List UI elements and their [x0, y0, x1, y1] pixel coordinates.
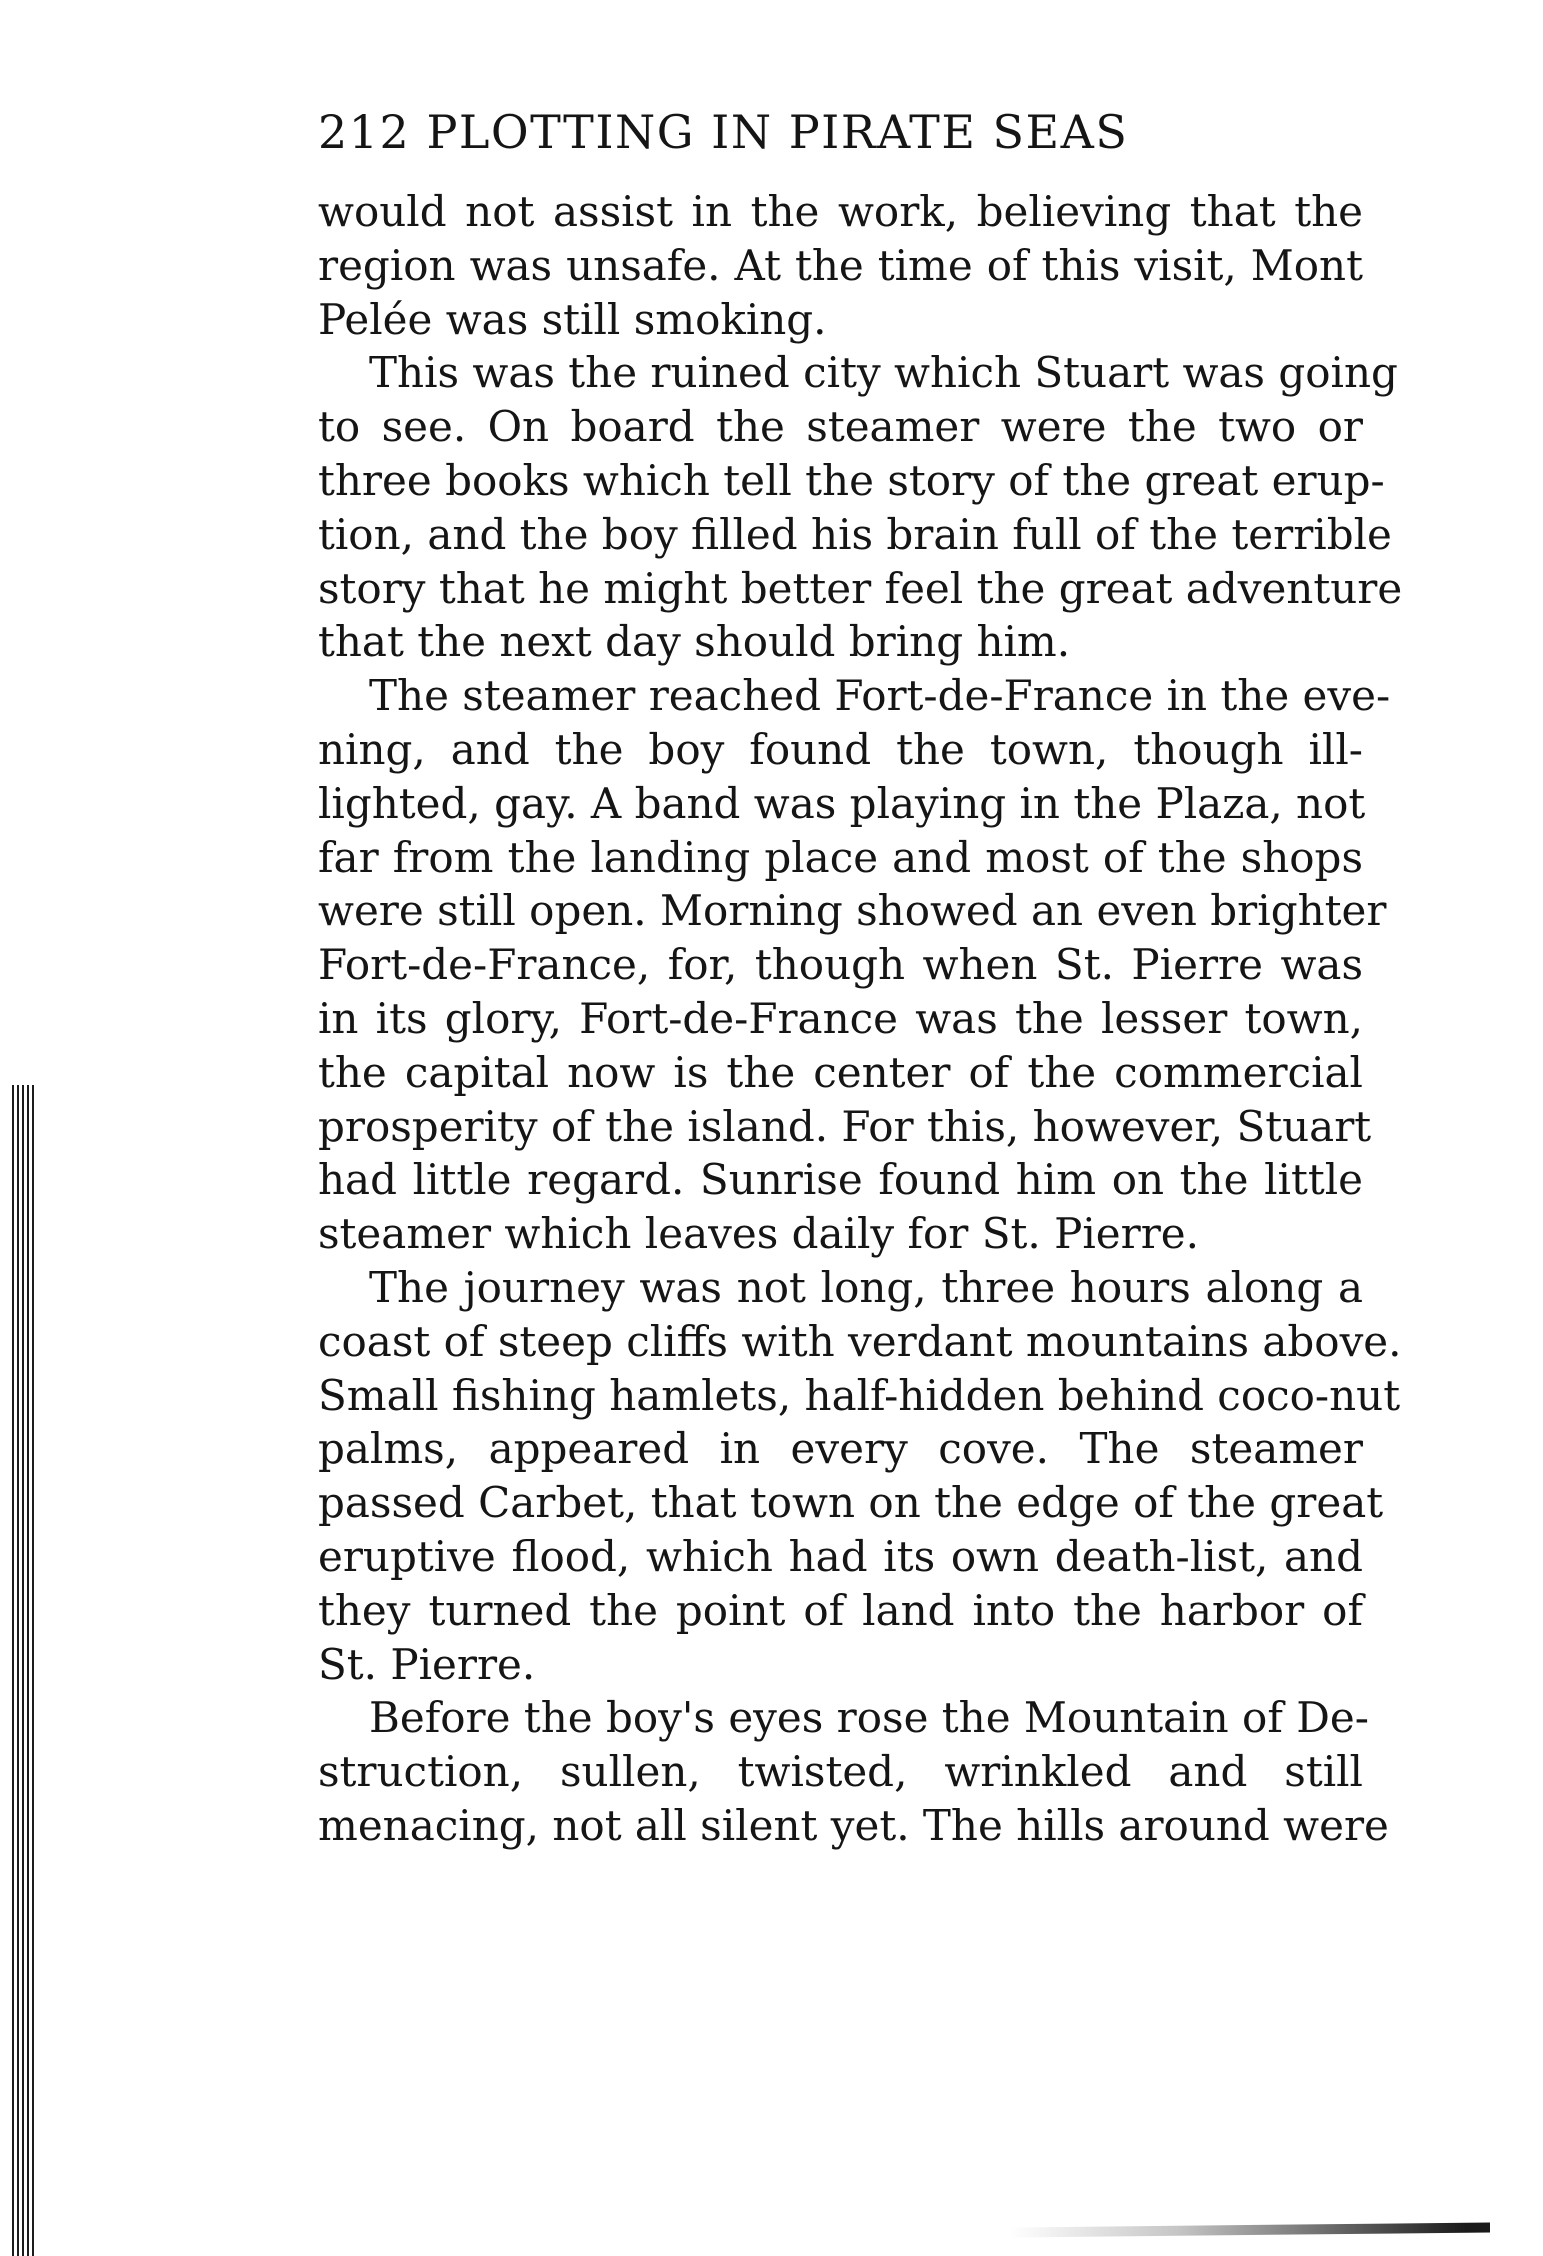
text-line: the capital now is the center of the commercial	[318, 1047, 1363, 1097]
text-line: Before the boy's eyes rose the Mountain of De-	[369, 1693, 1369, 1743]
text-line: in its glory, Fort-de-France was the lesser town,	[318, 993, 1363, 1043]
text-line: The journey was not long, three hours along a	[369, 1262, 1363, 1312]
text-line: eruptive flood, which had its own death-list, and	[318, 1531, 1363, 1581]
text-line: far from the landing place and most of the shops	[318, 832, 1363, 882]
text-line: story that he might better feel the great adventure	[318, 563, 1403, 613]
text-line: lighted, gay. A band was playing in the Plaza, not	[318, 778, 1366, 828]
text-line: menacing, not all silent yet. The hills around were	[318, 1800, 1389, 1850]
text-line: Fort-de-France, for, though when St. Pierre was	[318, 940, 1363, 990]
binding-edge-lines	[12, 1085, 34, 2256]
text-line: steamer which leaves daily for St. Pierre.	[318, 1209, 1199, 1259]
text-line: Small fishing hamlets, half-hidden behind coco-nut	[318, 1370, 1401, 1420]
text-line: they turned the point of land into the harbor of	[318, 1585, 1363, 1635]
text-line: St. Pierre.	[318, 1639, 536, 1689]
text-line: to see. On board the steamer were the two or	[318, 402, 1363, 452]
text-line: This was the ruined city which Stuart was going	[369, 348, 1398, 398]
text-line: struction, sullen, twisted, wrinkled and still	[318, 1747, 1363, 1797]
text-line: ning, and the boy found the town, though ill-	[318, 724, 1363, 774]
text-line: tion, and the boy filled his brain full of the terrible	[318, 509, 1392, 559]
text-line: would not assist in the work, believing that the	[318, 187, 1363, 236]
text-line: The steamer reached Fort-de-France in the eve-	[369, 671, 1391, 721]
page-edge-smudge	[1010, 2222, 1490, 2237]
text-line: passed Carbet, that town on the edge of the great	[318, 1478, 1384, 1528]
running-head	[318, 92, 1278, 172]
text-line: region was unsafe. At the time of this visit, Mont	[318, 240, 1363, 290]
text-line: palms, appeared in every cove. The steamer	[318, 1424, 1363, 1474]
text-line: were still open. Morning showed an even brighter	[318, 886, 1387, 936]
text-line: prosperity of the island. For this, however, Stuart	[318, 1101, 1372, 1151]
text-line: Pelée was still smoking.	[318, 294, 827, 344]
body-text	[318, 185, 1403, 1853]
text-line: that the next day should bring him.	[318, 617, 1071, 667]
running-title: PLOTTING IN PIRATE SEAS	[426, 105, 1129, 159]
text-line: coast of steep cliffs with verdant mountains above.	[318, 1316, 1402, 1366]
page-number: 212	[318, 105, 411, 159]
text-line: had little regard. Sunrise found him on the little	[318, 1155, 1363, 1205]
text-line: three books which tell the story of the great erup-	[318, 455, 1385, 505]
